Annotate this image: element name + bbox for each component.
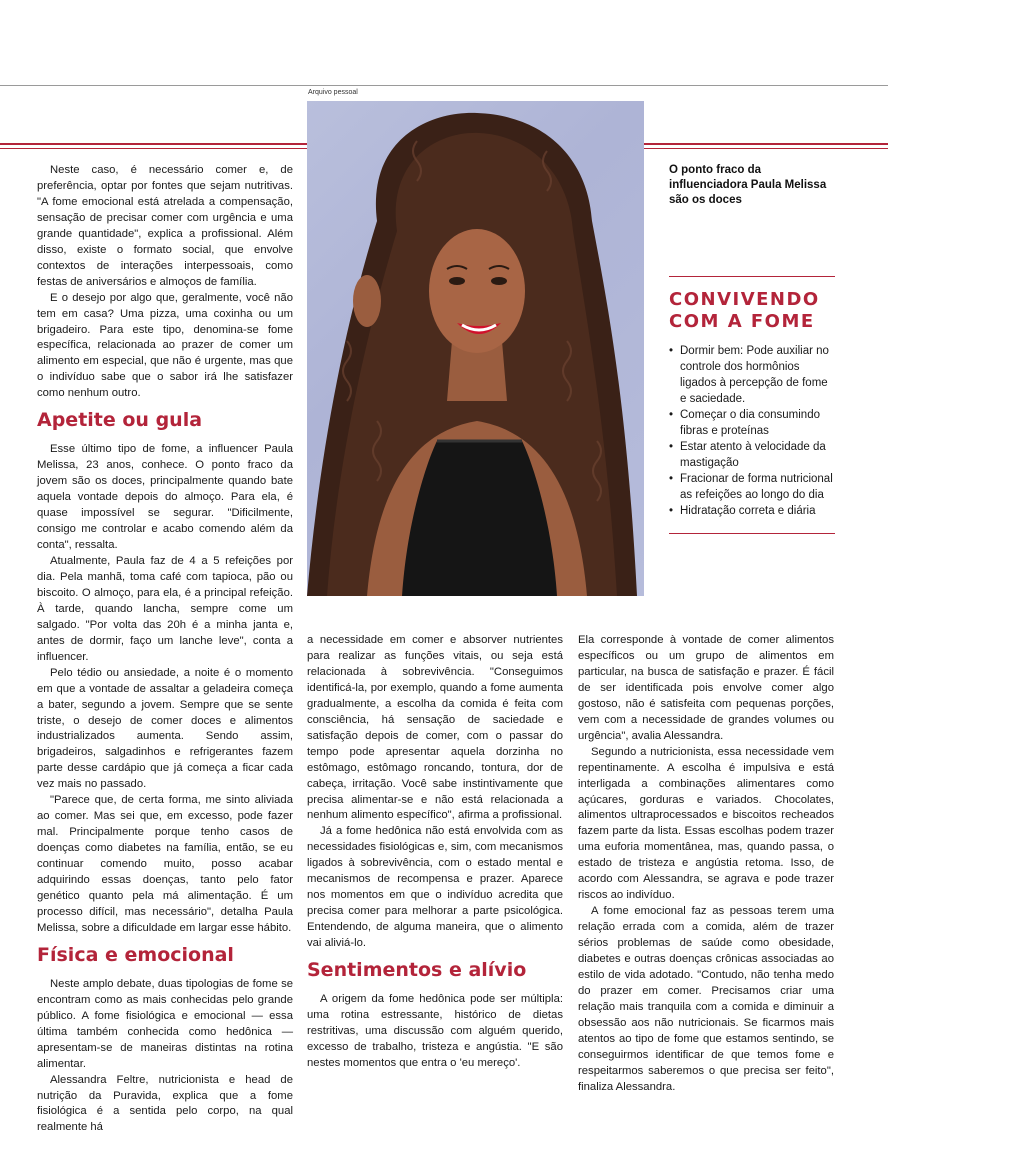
paragraph: Neste caso, é necessário comer e, de preferência, optar por fontes que sejam nutritivas. "A fome emocional está atrelada a compensação, sensação de precisar comer com urgência e uma grande quantidade", explica a profissional. Além disso, existe o formato social, que envolve contextos de interações interpessoais, como festas de aniversários e almoços de família.: [37, 164, 293, 288]
sidebar-item: • Estar atento à velocidade da mastigação: [669, 439, 835, 471]
paragraph: Esse último tipo de fome, a influencer Paula Melissa, 23 anos, conhece. O ponto fraco da jovem são os doces, principalmente quando bate aquela vontade depois do almoço. Para ela, é quase impossível se segurar. "Dificilmente, consigo me controlar e acabo comendo além da conta", ressalta.: [37, 443, 293, 552]
red-rule-right: [644, 143, 888, 145]
paragraph: Já a fome hedônica não está envolvida com as necessidades fisiológicas e, sim, com mecanismos ligados à sobrevivência, com o estado mental e mecanismos de recompensa e prazer. Aparece nos momentos em que o indivíduo acredita que precisa comer para melhorar a parte psicológica. Entendendo, de alguma maneira, que o alimento vai aliviá-lo.: [307, 825, 563, 950]
red-rule-left: [0, 143, 307, 145]
paragraph: Ela corresponde à vontade de comer alimentos específicos ou um grupo de alimentos em particular, na busca de satisfação e prazer. É fácil de ser identificada pois envolve comer algo gostoso, não é satisfeita com pequenas porções, vem com a necessidade de grandes volumes ou urgência", avalia Alessandra.: [578, 634, 834, 742]
red-rule-right-thin: [644, 148, 888, 149]
photo-paula-melissa: [307, 101, 644, 596]
sidebar-item: • Dormir bem: Pode auxiliar no controle dos hormônios ligados à percepção de fome e saciedade.: [669, 343, 835, 407]
sidebar-title: CONVIVENDO COM A FOME: [669, 289, 820, 332]
photo-credit: Arquivo pessoal: [308, 89, 358, 96]
sidebar-bottom-rule: [669, 533, 835, 534]
paragraph: "Parece que, de certa forma, me sinto aliviada ao comer. Mas sei que, em excesso, pode fazer mal. Principalmente porque tenho casos de doenças como diabetes na família, então, se eu continuar comendo muito, posso acabar adquirindo essas doenças, tanto pelo fator genético quanto pela má alimentação. É um processo difícil, mas necessário", detalha Paula Melissa, sobre a dificuldade em largar esse hábito.: [37, 794, 293, 934]
paragraph: Alessandra Feltre, nutricionista e head de nutrição da Puravida, explica que a fome fisiológica é a sentida pelo corpo, na qual realmente há: [37, 1073, 293, 1134]
paragraph: Pelo tédio ou ansiedade, a noite é o momento em que a vontade de assaltar a geladeira começa a bater, segundo a jovem. Sempre que se sente triste, o desejo de comer doces e alimentos industrializados aumenta. Sendo assim, brigadeiros, salgadinhos e refrigerantes fazem parte desse cardápio que já começa a ficar cada vez mais no passado.: [37, 666, 293, 791]
subheading-fisica: Física e emocional: [37, 943, 234, 966]
paragraph: Atualmente, Paula faz de 4 a 5 refeições por dia. Pela manhã, toma café com tapioca, pão ou biscoito. O almoço, para ela, é a principal refeição. À tarde, quando lancha, sempre come um salgado. "Por volta das 20h é a minha janta e, antes de dormir, faço um lanche leve", conta a influencer.: [37, 554, 293, 663]
sidebar-item: • Começar o dia consumindo fibras e proteínas: [669, 407, 835, 439]
paragraph: a necessidade em comer e absorver nutrientes para realizar as funções vitais, ou seja está relacionada à sobrevivência. "Conseguimos identificá-la, por exemplo, quando a fome aumenta gradualmente, a escolha da comida é feita com consciência, há sensação de saciedade e satisfação depois de comer, com o passar do tempo pode apresentar aquela dorzinha no estômago, estômago roncando, tontura, dor de cabeça, irritação. Você sabe instintivamente que precisa alimentar-se e não está relacionada a nenhum alimento específico", afirma a profissional.: [307, 634, 563, 822]
sidebar-item: • Fracionar de forma nutricional as refeições ao longo do dia: [669, 471, 835, 503]
column-3: [578, 633, 834, 1096]
subheading-apetite: Apetite ou gula: [37, 409, 203, 432]
paragraph: Neste amplo debate, duas tipologias de fome se encontram como as mais conhecidas pelo grande público. A fome fisiológica e emocional — essa última também conhecida como hedônica — apresentam-se de maneiras distintas na rotina alimentar.: [37, 977, 293, 1070]
sidebar-top-rule: [669, 276, 835, 277]
paragraph: E o desejo por algo que, geralmente, você não tem em casa? Uma pizza, uma coxinha ou um brigadeiro. Para este tipo, denomina-se fome específica, relacionada ao prazer de comer um alimento em especial, que não é urgente, mas que o indivíduo sabe que o sabor irá lhe satisfazer como nenhum outro.: [37, 291, 293, 400]
column-2: [307, 633, 563, 1072]
sidebar-list: [669, 343, 835, 519]
red-rule-left-thin: [0, 148, 307, 149]
sidebar-box: [669, 276, 835, 534]
paragraph: Segundo a nutricionista, essa necessidade vem repentinamente. A escolha é impulsiva e está interligada a combinações alimentares como açúcares, gorduras e variados. Chocolates, alimentos ultraprocessados e biscoitos recheados fazem parte da lista. Essas escolhas podem trazer uma euforia momentânea, mas, quando passa, o estado de tristeza e angústia retoma. Isso, de acordo com Alessandra, se agrava e pode trazer riscos ao indivíduo.: [578, 745, 834, 902]
photo-caption: O ponto fraco da influenciadora Paula Melissa são os doces: [669, 164, 827, 206]
portrait-illustration: [307, 101, 644, 596]
top-rule: [0, 85, 888, 86]
sidebar-item: • Hidratação correta e diária: [669, 503, 835, 519]
paragraph: A fome emocional faz as pessoas terem uma relação errada com a comida, além de trazer sérios problemas de saúde como obesidade, diabetes e outras doenças crônicas associadas ao estilo de vida adotado. "Contudo, não tenha medo do prazer em comer. Precisamos criar uma relação mais tranquila com a comida e diminuir a obsessão aos não nutricionais. Se ficarmos mais atentos ao tipo de fome que estamos sentindo, se conseguirmos identificar de que temos fome e respeitarmos saberemos o que precisa ser feito", finaliza Alessandra.: [578, 905, 834, 1093]
paragraph: A origem da fome hedônica pode ser múltipla: uma rotina estressante, histórico de dietas restritivas, uma discussão com alguém querido, excesso de trabalho, tristeza e angústia. "E são nestes momentos que entra o 'eu mereço'.: [307, 993, 563, 1069]
subheading-sentimentos: Sentimentos e alívio: [307, 959, 527, 982]
column-1: [37, 163, 293, 1136]
